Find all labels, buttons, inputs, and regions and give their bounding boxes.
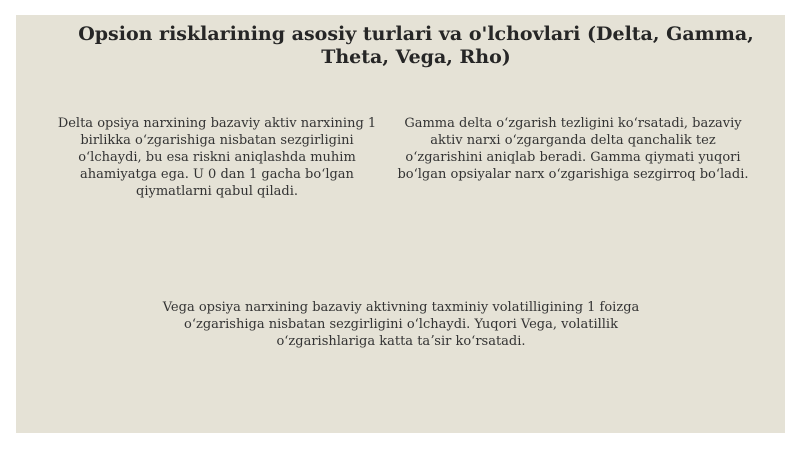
delta-paragraph: Delta opsiya narxining bazaviy aktiv narxining 1 birlikka oʻzgarishiga nisbatan sezgirligini oʻlchaydi, bu esa riskni aniqlashda muhim ahamiyatga ega. U 0 dan 1 gacha boʻlgan qiymatlarni qabul qiladi. xyxy=(57,116,377,199)
gamma-paragraph: Gamma delta oʻzgarish tezligini koʻrsatadi, bazaviy aktiv narxi oʻzgarganda delta qanchalik tez oʻzgarishini aniqlab beradi. Gamma qiymati yuqori boʻlgan opsiyalar narx oʻzgarishiga sezgirroq boʻladi. xyxy=(397,116,749,182)
vega-paragraph: Vega opsiya narxining bazaviy aktivning taxminiy volatilligining 1 foizga oʻzgarishiga nisbatan sezgirligini oʻlchaydi. Yuqori Vega, volatillik oʻzgarishlariga katta taʼsir koʻrsatadi. xyxy=(162,300,640,349)
slide-title: Opsion risklarining asosiy turlari va o'lchovlari (Delta, Gamma, Theta, Vega, Rho) xyxy=(78,23,754,68)
slide xyxy=(16,15,785,433)
